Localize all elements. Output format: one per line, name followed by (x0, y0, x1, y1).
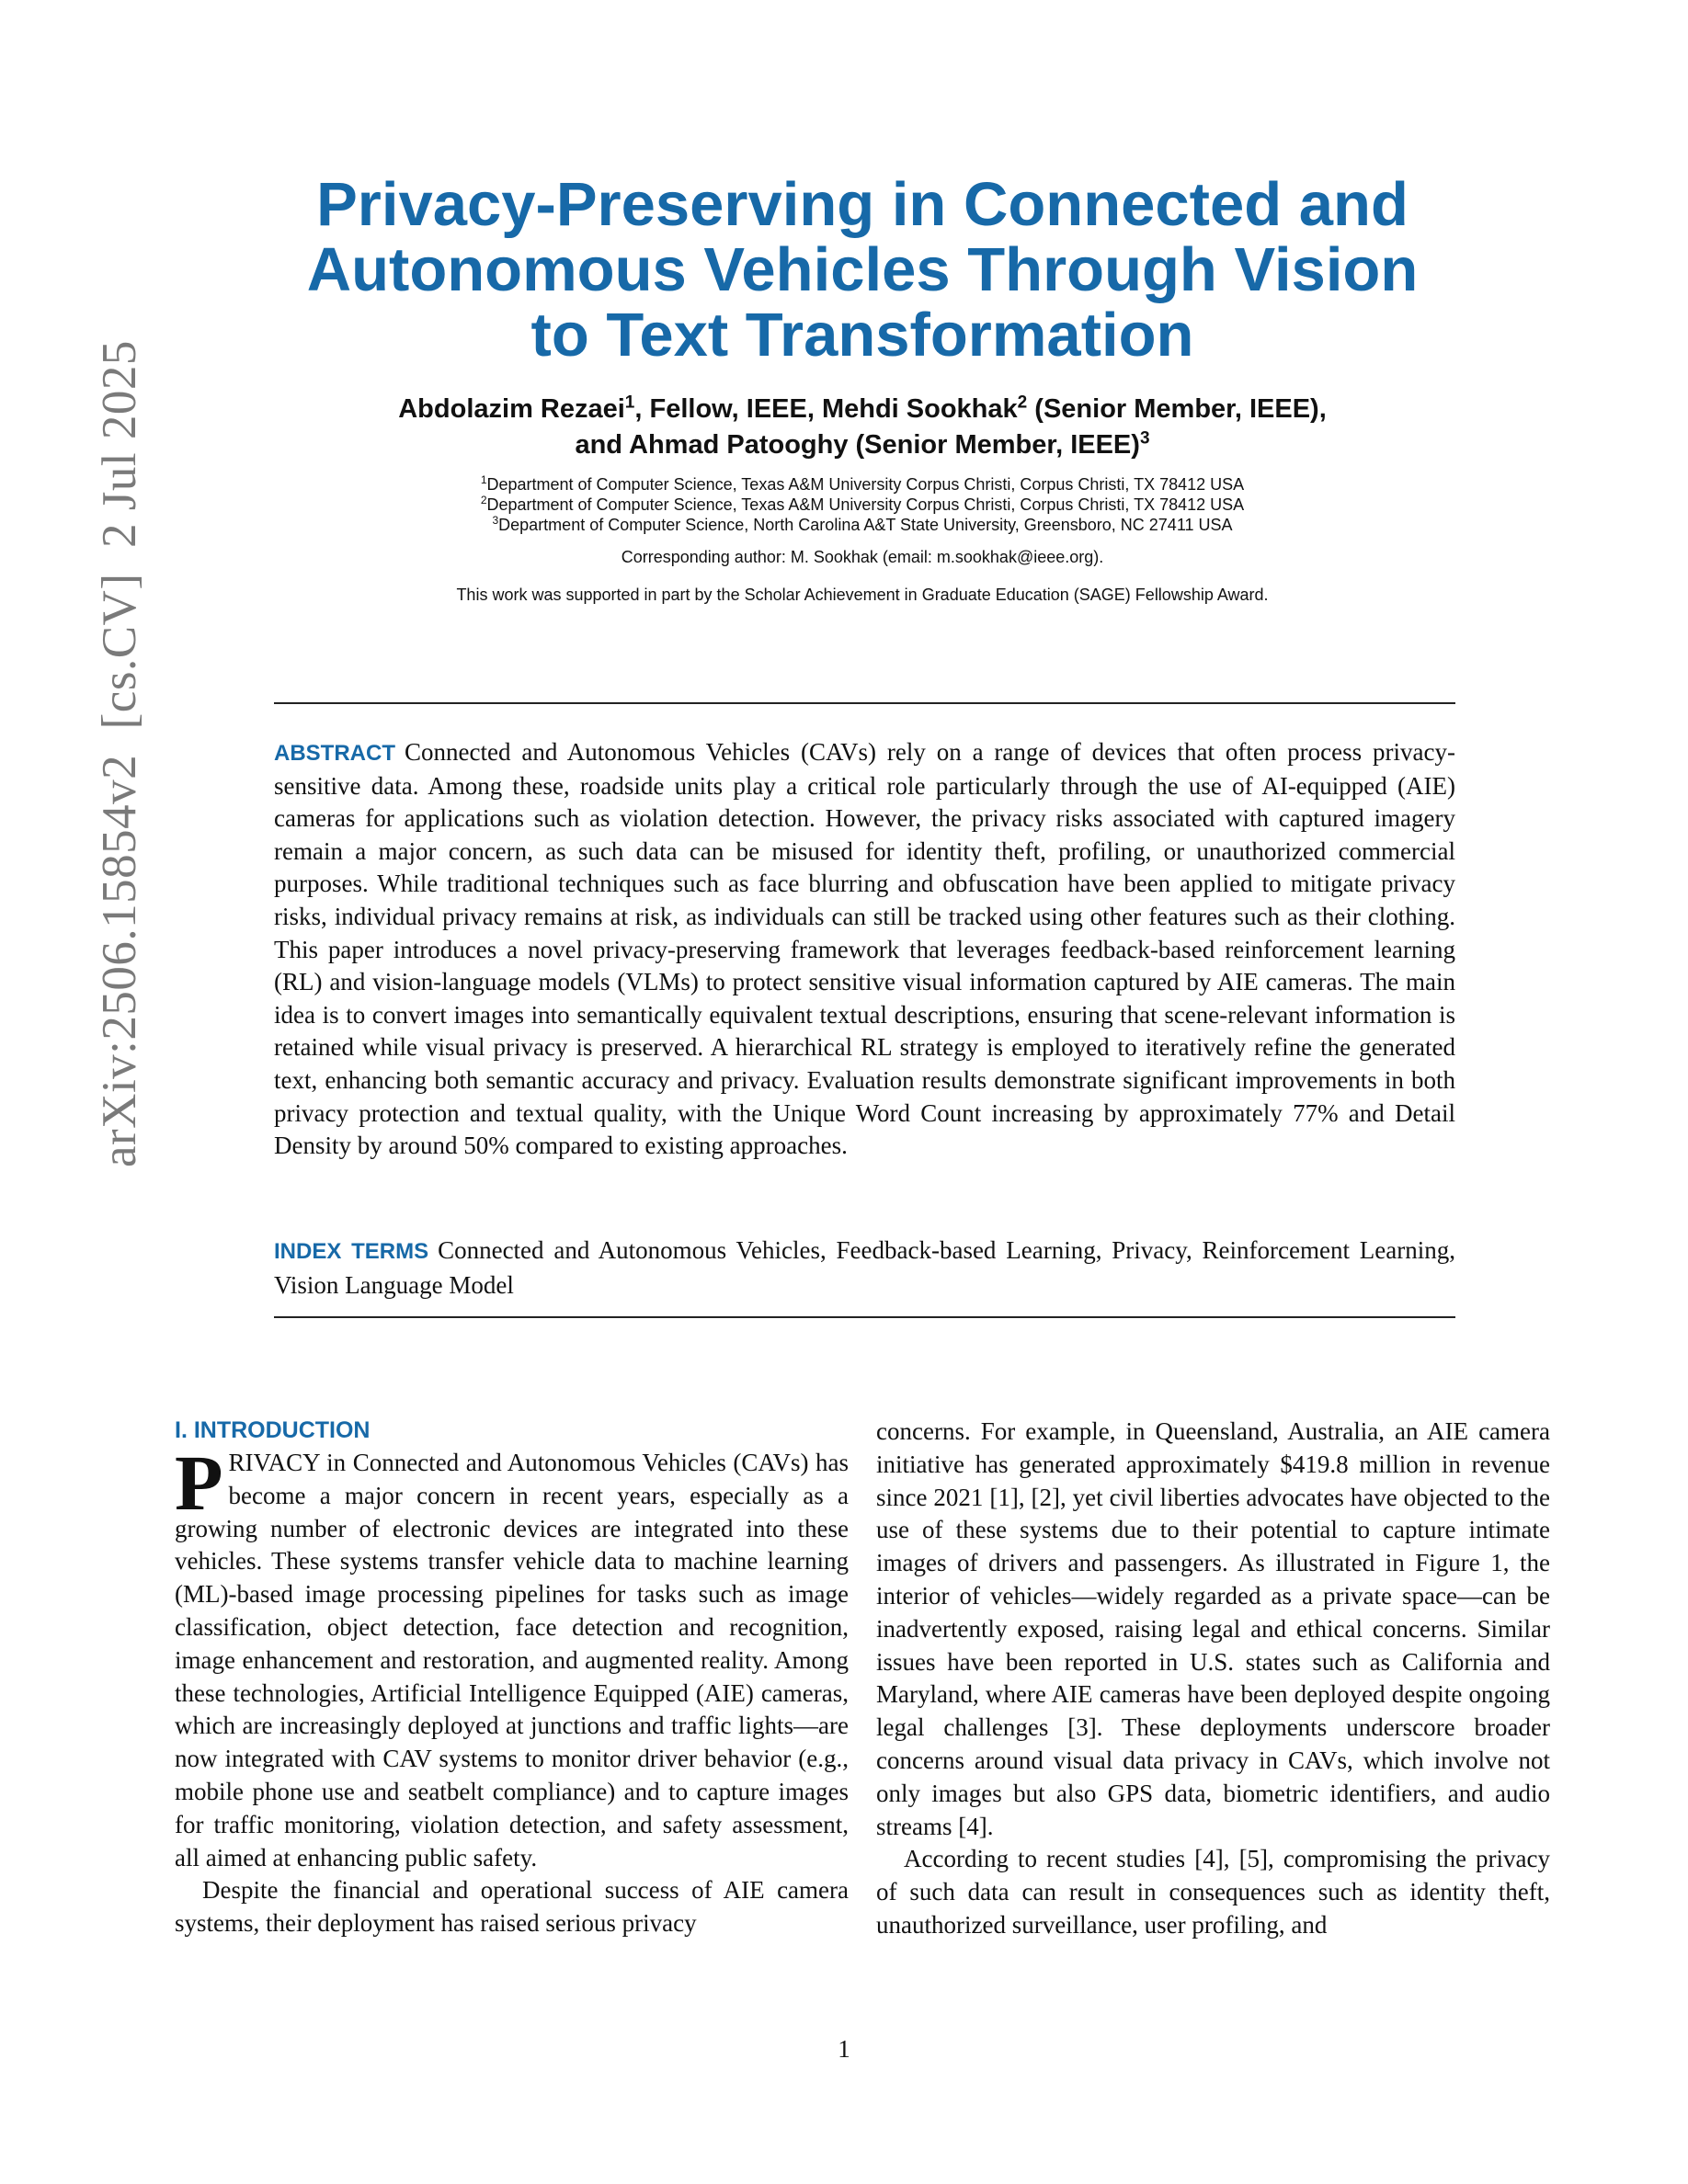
author-list (239, 392, 1486, 463)
arxiv-category: [cs.CV] (93, 573, 146, 730)
arxiv-stamp (92, 340, 147, 1167)
right-column (876, 1416, 1550, 1942)
left-column (175, 1416, 849, 1940)
arxiv-date: 2 Jul 2025 (93, 340, 146, 549)
title-line-2: Autonomous Vehicles Through Vision (306, 235, 1419, 304)
intro-paragraph-1-text: in Connected and Autonomous Vehicles (CAVs) has become a major concern in recent years, especially as a growing number of electronic devices are integrated into these vehicles. These systems transfer vehicle data to machine learning (ML)-based image processing pipelines for tasks such as image classification, object detection, face detection and recognition, image enhancement and restoration, and augmented reality. Among these technologies, Artificial Intelligence Equipped (AIE) cameras, which are increasingly deployed at junctions and traffic lights—are now integrated with CAV systems to monitor driver behavior (e.g., mobile phone use and seatbelt compliance) and to capture images for traffic monitoring, violation detection, and safety assessment, all aimed at enhancing public safety. (175, 1449, 849, 1871)
affiliation-item: $^1$Department of Computer Science, Texas A&M University Corpus Christi, Corpus Christi, TX 78412 USA (480, 473, 1245, 494)
section-heading: I. INTRODUCTION (175, 1417, 371, 1443)
paper-title (239, 172, 1486, 368)
affiliations (239, 474, 1486, 535)
index-terms-text: Connected and Autonomous Vehicles, Feedback-based Learning, Privacy, Reinforcement Learning, Vision Language Model (274, 1236, 1455, 1299)
author-2-role: (Senior Member, IEEE), (1027, 394, 1327, 424)
author-1-role: , Fellow, IEEE, Mehdi Sookhak (634, 394, 1018, 424)
intro-lead-word: RIVACY (228, 1449, 320, 1476)
affiliation-item: $^2$Department of Computer Science, Texas A&M University Corpus Christi, Corpus Christi, TX 78412 USA (480, 494, 1245, 514)
abstract-text: Connected and Autonomous Vehicles (CAVs) rely on a range of devices that often process privacy-sensitive data. Among these, roadside units play a critical role particularly through the use of AI-equipped (AIE) cameras for applications such as violation detection. However, the privacy risks associated with captured imagery remain a major concern, as such data can be misused for identity theft, profiling, or unauthorized commercial purposes. While traditional techniques such as face blurring and obfuscation have been applied to mitigate privacy risks, individual privacy remains at risk, as individuals can still be tracked using other features such as their clothing. This paper introduces a novel privacy-preserving framework that leverages feedback-based reinforcement learning (RL) and vision-language models (VLMs) to protect sensitive visual information captured by AIE cameras. The main idea is to convert images into semantically equivalent textual descriptions, ensuring that scene-relevant information is retained while visual privacy is preserved. A hierarchical RL strategy is employed to iteratively refine the generated text, enhancing both semantic accuracy and privacy. Evaluation results demonstrate significant improvements in both privacy protection and textual quality, with the Unique Word Count increasing by approximately 77% and Detail Density by around 50% compared to existing approaches. (274, 738, 1455, 1160)
author-1-sup: 1 (624, 392, 635, 413)
funding-note: This work was supported in part by the Scholar Achievement in Graduate Education (SAGE) Fellowship Award. (456, 586, 1269, 604)
intro-paragraph-1 (175, 1439, 849, 1874)
abstract (274, 736, 1455, 1163)
title-line-1: Privacy-Preserving in Connected and (316, 170, 1409, 239)
intro-paragraph-4: According to recent studies [4], [5], compromising the privacy of such data can result in consequences such as identity theft, unauthorized surveillance, user profiling, and (876, 1845, 1550, 1939)
intro-paragraph-2: Despite the financial and operational success of AIE camera systems, their deployment has raised serious privacy (175, 1876, 849, 1938)
corresponding-author: Corresponding author: M. Sookhak (email: m.sookhak@ieee.org). (621, 548, 1104, 566)
page-number: 1 (838, 2035, 850, 2063)
index-terms (274, 1234, 1455, 1302)
author-3-sup: 3 (1139, 428, 1150, 449)
author-1-name: Abdolazim Rezaei (398, 394, 625, 424)
abstract-top-rule (274, 702, 1455, 704)
arxiv-id: arXiv:2506.15854v2 (93, 754, 146, 1167)
abstract-label: ABSTRACT (274, 741, 395, 766)
affiliation-item: $^3$Department of Computer Science, North Carolina A&T State University, Greensboro, NC 27411 USA (492, 514, 1233, 534)
author-2-sup: 2 (1017, 392, 1028, 413)
intro-paragraph-3: concerns. For example, in Queensland, Australia, an AIE camera initiative has generated approximately $419.8 million in revenue since 2021 [1], [2], yet civil liberties advocates have objected to the use of these systems due to their potential to capture intimate images of drivers and passengers. As illustrated in Figure 1, the interior of vehicles—widely regarded as a private space—can be inadvertently exposed, raising legal and ethical concerns. Similar issues have been reported in U.S. states such as California and Maryland, where AIE cameras have been deployed despite ongoing legal challenges [3]. These deployments underscore broader concerns around visual data privacy in CAVs, which involve not only images but also GPS data, biometric identifiers, and audio streams [4]. (876, 1417, 1550, 1840)
drop-cap: P (175, 1439, 223, 1527)
author-line-2: and Ahmad Patooghy (Senior Member, IEEE) (575, 430, 1140, 460)
index-bottom-rule (274, 1316, 1455, 1318)
title-line-3: to Text Transformation (530, 301, 1194, 370)
index-terms-label: INDEX TERMS (274, 1239, 429, 1264)
